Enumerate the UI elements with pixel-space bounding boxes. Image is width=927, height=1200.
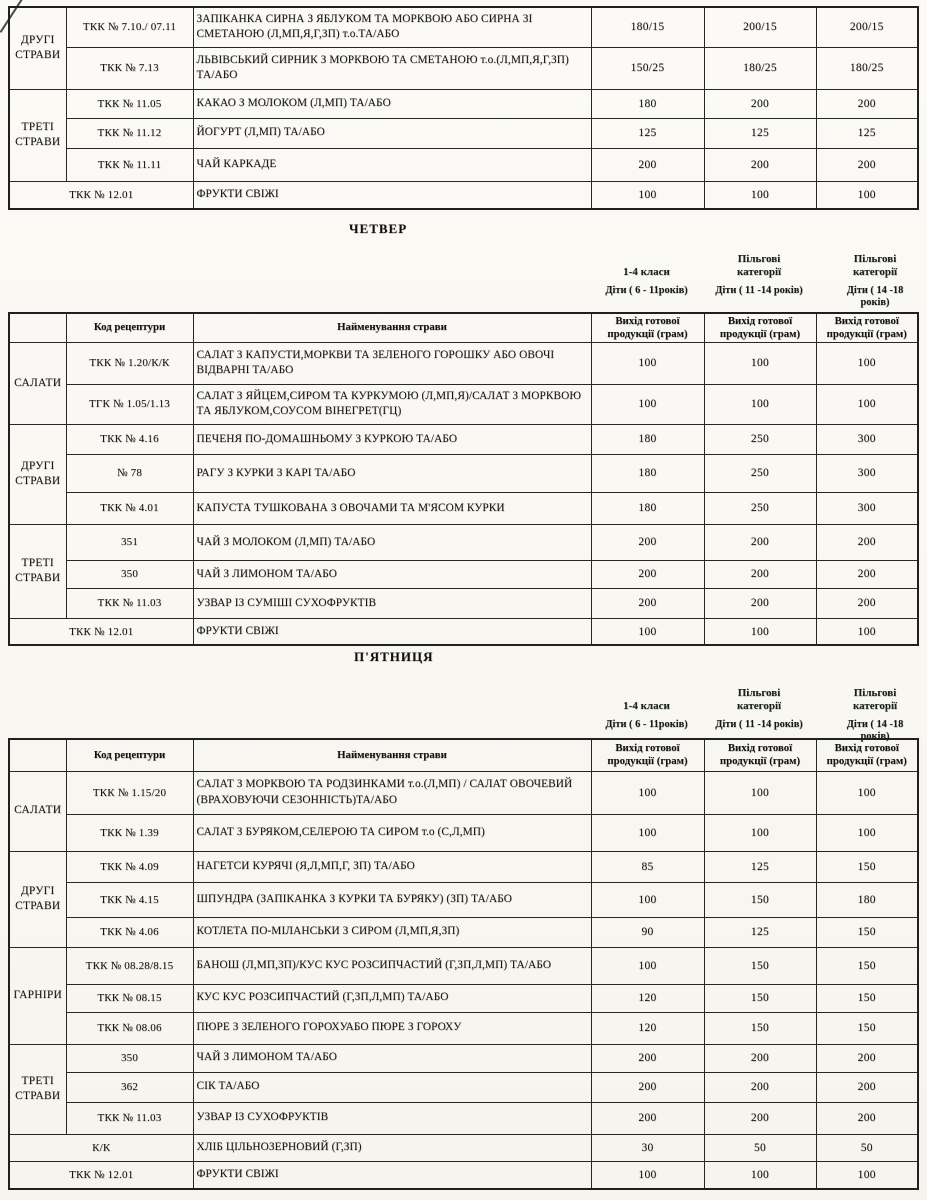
- portion-value-cell: 100: [704, 384, 816, 424]
- dish-name-cell: ЛЬВІВСЬКИЙ СИРНИК З МОРКВОЮ ТА СМЕТАНОЮ т.о.(Л,МП,Я,Г,ЗП) ТА/АБО: [193, 47, 591, 89]
- recipe-code-cell: ТКК № 08.28/8.15: [66, 947, 193, 984]
- menu-row: [9, 1102, 918, 1134]
- portion-value-cell: 200: [704, 524, 816, 560]
- portion-value-cell: 100: [816, 771, 918, 814]
- menu-row: [9, 947, 918, 984]
- menu-row: [9, 424, 918, 454]
- menu-row: [9, 47, 918, 89]
- corner-cell: [9, 313, 66, 342]
- dish-name-cell: ЗАПІКАНКА СИРНА З ЯБЛУКОМ ТА МОРКВОЮ АБО СИРНА ЗІ СМЕТАНОЮ (Л,МП,Я,Г,ЗП) т.о.ТА/АБО: [193, 7, 591, 47]
- portion-value-cell: 100: [816, 814, 918, 851]
- dish-name-cell: САЛАТ З МОРКВОЮ ТА РОДЗИНКАМИ т.о.(Л,МП) / САЛАТ ОВОЧЕВИЙ (ВРАХОВУЮЧИ СЕЗОННІСТЬ)ТА/АБО: [193, 771, 591, 814]
- portion-value-cell: 200: [704, 148, 816, 181]
- dish-name-cell: ХЛІБ ЦІЛЬНОЗЕРНОВИЙ (Г,ЗП): [193, 1134, 591, 1161]
- portion-value-cell: 180: [591, 492, 704, 524]
- category-cell: ТРЕТІ СТРАВИ: [9, 89, 66, 181]
- recipe-code-cell: ТКК № 11.11: [66, 148, 193, 181]
- recipe-code-header: Код рецептури: [66, 739, 193, 771]
- portion-value-cell: 100: [816, 342, 918, 384]
- portion-value-cell: 125: [591, 118, 704, 148]
- category-cell: ДРУГІ СТРАВИ: [9, 424, 66, 524]
- portion-value-cell: 125: [704, 118, 816, 148]
- portion-value-cell: 250: [704, 492, 816, 524]
- dish-name-cell: КАПУСТА ТУШКОВАНА З ОВОЧАМИ ТА М'ЯСОМ КУРКИ: [193, 492, 591, 524]
- portion-value-cell: 200: [816, 148, 918, 181]
- recipe-code-cell: № 78: [66, 454, 193, 492]
- dish-name-cell: ПЕЧЕНЯ ПО-ДОМАШНЬОМУ З КУРКОЮ ТА/АБО: [193, 424, 591, 454]
- category-cell: САЛАТИ: [9, 771, 66, 851]
- recipe-code-cell: К/К: [9, 1134, 193, 1161]
- dish-name-cell: ФРУКТИ СВІЖІ: [193, 181, 591, 209]
- recipe-code-cell: ТКК № 11.03: [66, 588, 193, 618]
- menu-row: [9, 618, 918, 645]
- category-cell: ТРЕТІ СТРАВИ: [9, 524, 66, 618]
- dish-name-cell: НАГЕТСИ КУРЯЧІ (Я,Л,МП,Г, ЗП) ТА/АБО: [193, 851, 591, 882]
- portion-value-cell: 200: [816, 1072, 918, 1102]
- dish-name-cell: САЛАТ З КАПУСТИ,МОРКВИ ТА ЗЕЛЕНОГО ГОРОШКУ АБО ОВОЧІ ВІДВАРНІ ТА/АБО: [193, 342, 591, 384]
- menu-row: [9, 882, 918, 917]
- portion-value-cell: 100: [816, 618, 918, 645]
- dish-name-cell: САЛАТ З ЯЙЦЕМ,СИРОМ ТА КУРКУМОЮ (Л,МП,Я)/САЛАТ З МОРКВОЮ ТА ЯБЛУКОМ,СОУСОМ ВІНЕГРЕТ(ГЦ): [193, 384, 591, 424]
- menu-row: [9, 1072, 918, 1102]
- menu-table-thursday: [8, 312, 919, 646]
- dish-name-cell: РАГУ З КУРКИ З КАРІ ТА/АБО: [193, 454, 591, 492]
- recipe-code-cell: ТКК № 1.20/К/К: [66, 342, 193, 384]
- portion-value-cell: 250: [704, 424, 816, 454]
- menu-row: [9, 771, 918, 814]
- recipe-code-cell: ТКК № 7.10./ 07.11: [66, 7, 193, 47]
- portion-value-cell: 180/15: [591, 7, 704, 47]
- menu-row: [9, 384, 918, 424]
- dish-name-cell: КАКАО З МОЛОКОМ (Л,МП) ТА/АБО: [193, 89, 591, 118]
- age-range-label: Діти ( 6 - 11років): [605, 285, 688, 296]
- recipe-code-cell: ТКК № 4.01: [66, 492, 193, 524]
- output-weight-header: Вихід готової продукції (грам): [704, 739, 816, 771]
- portion-value-cell: 150: [704, 984, 816, 1012]
- menu-row: [9, 492, 918, 524]
- portion-value-cell: 200: [816, 588, 918, 618]
- age-range-label: Діти ( 14 -18 років): [846, 719, 904, 743]
- age-range-label: Діти ( 6 - 11років): [605, 719, 688, 730]
- portion-value-cell: 100: [704, 1161, 816, 1189]
- dish-name-cell: БАНОШ (Л,МП,ЗП)/КУС КУС РОЗСИПЧАСТИЙ (Г,ЗП,Л,МП) ТА/АБО: [193, 947, 591, 984]
- recipe-code-cell: ТКК № 11.03: [66, 1102, 193, 1134]
- category-cell: ДРУГІ СТРАВИ: [9, 851, 66, 947]
- menu-row: [9, 1044, 918, 1072]
- portion-value-cell: 150: [816, 851, 918, 882]
- portion-value-cell: 100: [704, 342, 816, 384]
- portion-value-cell: 100: [591, 882, 704, 917]
- portion-value-cell: 100: [816, 1161, 918, 1189]
- category-cell: ДРУГІ СТРАВИ: [9, 7, 66, 89]
- portion-value-cell: 200: [591, 1102, 704, 1134]
- portion-value-cell: 100: [591, 1161, 704, 1189]
- age-group-headers-friday: [590, 682, 927, 744]
- portion-value-cell: 125: [704, 917, 816, 947]
- age-group-header-2: [703, 248, 815, 297]
- recipe-code-header: Код рецептури: [66, 313, 193, 342]
- menu-row: [9, 89, 918, 118]
- portion-value-cell: 180: [816, 882, 918, 917]
- menu-row: [9, 181, 918, 209]
- dish-name-cell: УЗВАР ІЗ СУМІШІ СУХОФРУКТІВ: [193, 588, 591, 618]
- day-title-thursday: ЧЕТВЕР: [349, 221, 408, 236]
- portion-value-cell: 180: [591, 424, 704, 454]
- portion-value-cell: 300: [816, 492, 918, 524]
- menu-table-top-continuation: [8, 6, 919, 210]
- category-cell: САЛАТИ: [9, 342, 66, 424]
- portion-value-cell: 30: [591, 1134, 704, 1161]
- portion-value-cell: 85: [591, 851, 704, 882]
- menu-row: [9, 118, 918, 148]
- portion-value-cell: 100: [591, 181, 704, 209]
- portion-value-cell: 200/15: [816, 7, 918, 47]
- portion-value-cell: 100: [591, 814, 704, 851]
- menu-row: [9, 1161, 918, 1189]
- portion-value-cell: 300: [816, 424, 918, 454]
- portion-value-cell: 100: [816, 181, 918, 209]
- age-group-title: 1-4 класи: [623, 700, 670, 713]
- portion-value-cell: 100: [816, 384, 918, 424]
- output-weight-header: Вихід готової продукції (грам): [591, 313, 704, 342]
- portion-value-cell: 125: [704, 851, 816, 882]
- age-range-label: Діти ( 11 -14 років): [715, 719, 803, 730]
- portion-value-cell: 200: [816, 1102, 918, 1134]
- recipe-code-cell: ТКК № 11.12: [66, 118, 193, 148]
- portion-value-cell: 150: [816, 917, 918, 947]
- dish-name-header: Найменування страви: [193, 313, 591, 342]
- portion-value-cell: 200: [816, 1044, 918, 1072]
- recipe-code-cell: ТКК № 08.06: [66, 1012, 193, 1044]
- dish-name-cell: УЗВАР ІЗ СУХОФРУКТІВ: [193, 1102, 591, 1134]
- age-group-title: Пільгові категорії: [852, 252, 898, 279]
- menu-row: [9, 148, 918, 181]
- dish-name-cell: ФРУКТИ СВІЖІ: [193, 1161, 591, 1189]
- age-range-label: Діти ( 11 -14 років): [715, 285, 803, 296]
- age-group-header-1: [590, 248, 703, 297]
- corner-cell: [9, 739, 66, 771]
- menu-row: [9, 342, 918, 384]
- portion-value-cell: 200: [591, 148, 704, 181]
- dish-name-cell: КУС КУС РОЗСИПЧАСТИЙ (Г,ЗП,Л,МП) ТА/АБО: [193, 984, 591, 1012]
- portion-value-cell: 100: [591, 947, 704, 984]
- dish-name-cell: СІК ТА/АБО: [193, 1072, 591, 1102]
- menu-row: [9, 588, 918, 618]
- portion-value-cell: 100: [591, 342, 704, 384]
- recipe-code-cell: 350: [66, 560, 193, 588]
- dish-name-cell: ЧАЙ З МОЛОКОМ (Л,МП) ТА/АБО: [193, 524, 591, 560]
- dish-name-header: Найменування страви: [193, 739, 591, 771]
- portion-value-cell: 150: [704, 1012, 816, 1044]
- menu-row: [9, 917, 918, 947]
- portion-value-cell: 100: [591, 384, 704, 424]
- portion-value-cell: 90: [591, 917, 704, 947]
- dish-name-cell: ЙОГУРТ (Л,МП) ТА/АБО: [193, 118, 591, 148]
- recipe-code-cell: 351: [66, 524, 193, 560]
- portion-value-cell: 150: [704, 882, 816, 917]
- menu-row: [9, 1012, 918, 1044]
- age-group-header-3: [815, 248, 927, 310]
- portion-value-cell: 200: [591, 1044, 704, 1072]
- menu-table-top-continuation: [8, 6, 919, 210]
- category-cell: ТРЕТІ СТРАВИ: [9, 1044, 66, 1134]
- portion-value-cell: 200: [704, 588, 816, 618]
- menu-row: [9, 851, 918, 882]
- menu-row: [9, 454, 918, 492]
- portion-value-cell: 50: [704, 1134, 816, 1161]
- age-group-header-3: [815, 682, 927, 744]
- portion-value-cell: 250: [704, 454, 816, 492]
- recipe-code-cell: ТКК № 11.05: [66, 89, 193, 118]
- age-group-title: Пільгові категорії: [736, 686, 782, 713]
- dish-name-cell: ЧАЙ КАРКАДЕ: [193, 148, 591, 181]
- age-group-headers-thursday: [590, 248, 927, 310]
- menu-table-friday: [8, 738, 919, 1190]
- portion-value-cell: 100: [704, 618, 816, 645]
- portion-value-cell: 200: [816, 560, 918, 588]
- portion-value-cell: 150: [704, 947, 816, 984]
- output-weight-header: Вихід готової продукції (грам): [816, 313, 918, 342]
- menu-row: [9, 7, 918, 47]
- dish-name-cell: ПЮРЕ З ЗЕЛЕНОГО ГОРОХУАБО ПЮРЕ З ГОРОХУ: [193, 1012, 591, 1044]
- recipe-code-cell: ТКК № 4.16: [66, 424, 193, 454]
- day-title-friday: П'ЯТНИЦЯ: [354, 649, 434, 664]
- portion-value-cell: 120: [591, 1012, 704, 1044]
- portion-value-cell: 100: [704, 771, 816, 814]
- portion-value-cell: 100: [591, 618, 704, 645]
- portion-value-cell: 100: [704, 814, 816, 851]
- portion-value-cell: 150: [816, 984, 918, 1012]
- portion-value-cell: 180/25: [704, 47, 816, 89]
- portion-value-cell: 125: [816, 118, 918, 148]
- recipe-code-cell: ТКК № 1.15/20: [66, 771, 193, 814]
- portion-value-cell: 120: [591, 984, 704, 1012]
- category-cell: ГАРНІРИ: [9, 947, 66, 1044]
- portion-value-cell: 180: [591, 89, 704, 118]
- age-group-title: 1-4 класи: [623, 266, 670, 279]
- dish-name-cell: ФРУКТИ СВІЖІ: [193, 618, 591, 645]
- menu-row: [9, 560, 918, 588]
- portion-value-cell: 200: [591, 524, 704, 560]
- portion-value-cell: 300: [816, 454, 918, 492]
- portion-value-cell: 200: [704, 1072, 816, 1102]
- dish-name-cell: КОТЛЕТА ПО-МІЛАНСЬКИ З СИРОМ (Л,МП,Я,ЗП): [193, 917, 591, 947]
- age-group-title: Пільгові категорії: [852, 686, 898, 713]
- age-group-header-2: [703, 682, 815, 731]
- menu-table-friday: [8, 738, 919, 1190]
- dish-name-cell: ЧАЙ З ЛИМОНОМ ТА/АБО: [193, 1044, 591, 1072]
- age-group-title: Пільгові категорії: [736, 252, 782, 279]
- dish-name-cell: САЛАТ З БУРЯКОМ,СЕЛЕРОЮ ТА СИРОМ т.о (С,Л,МП): [193, 814, 591, 851]
- output-weight-header: Вихід готової продукції (грам): [816, 739, 918, 771]
- portion-value-cell: 200: [591, 588, 704, 618]
- menu-row: [9, 814, 918, 851]
- dish-name-cell: ШПУНДРА (ЗАПІКАНКА З КУРКИ ТА БУРЯКУ) (ЗП) ТА/АБО: [193, 882, 591, 917]
- recipe-code-cell: ТКК № 12.01: [9, 618, 193, 645]
- menu-row: [9, 524, 918, 560]
- portion-value-cell: 180: [591, 454, 704, 492]
- recipe-code-cell: ТКК № 1.39: [66, 814, 193, 851]
- recipe-code-cell: 362: [66, 1072, 193, 1102]
- recipe-code-cell: ТКК № 4.09: [66, 851, 193, 882]
- portion-value-cell: 150: [816, 1012, 918, 1044]
- portion-value-cell: 200: [816, 89, 918, 118]
- recipe-code-cell: ТКК № 08.15: [66, 984, 193, 1012]
- portion-value-cell: 200/15: [704, 7, 816, 47]
- recipe-code-cell: ТКК № 12.01: [9, 181, 193, 209]
- age-group-header-1: [590, 682, 703, 731]
- portion-value-cell: 50: [816, 1134, 918, 1161]
- portion-value-cell: 200: [591, 1072, 704, 1102]
- portion-value-cell: 200: [704, 89, 816, 118]
- portion-value-cell: 200: [704, 1102, 816, 1134]
- portion-value-cell: 150/25: [591, 47, 704, 89]
- portion-value-cell: 180/25: [816, 47, 918, 89]
- output-weight-header: Вихід готової продукції (грам): [591, 739, 704, 771]
- portion-value-cell: 200: [591, 560, 704, 588]
- recipe-code-cell: ТГК № 1.05/1.13: [66, 384, 193, 424]
- recipe-code-cell: ТКК № 12.01: [9, 1161, 193, 1189]
- recipe-code-cell: ТКК № 4.15: [66, 882, 193, 917]
- recipe-code-cell: ТКК № 7.13: [66, 47, 193, 89]
- portion-value-cell: 100: [591, 771, 704, 814]
- recipe-code-cell: 350: [66, 1044, 193, 1072]
- portion-value-cell: 200: [704, 1044, 816, 1072]
- menu-row: [9, 984, 918, 1012]
- portion-value-cell: 100: [704, 181, 816, 209]
- menu-table-thursday: [8, 312, 919, 646]
- recipe-code-cell: ТКК № 4.06: [66, 917, 193, 947]
- menu-row: [9, 1134, 918, 1161]
- portion-value-cell: 200: [816, 524, 918, 560]
- output-weight-header: Вихід готової продукції (грам): [704, 313, 816, 342]
- portion-value-cell: 200: [704, 560, 816, 588]
- age-range-label: Діти ( 14 -18 років): [846, 285, 904, 309]
- portion-value-cell: 150: [816, 947, 918, 984]
- dish-name-cell: ЧАЙ З ЛИМОНОМ ТА/АБО: [193, 560, 591, 588]
